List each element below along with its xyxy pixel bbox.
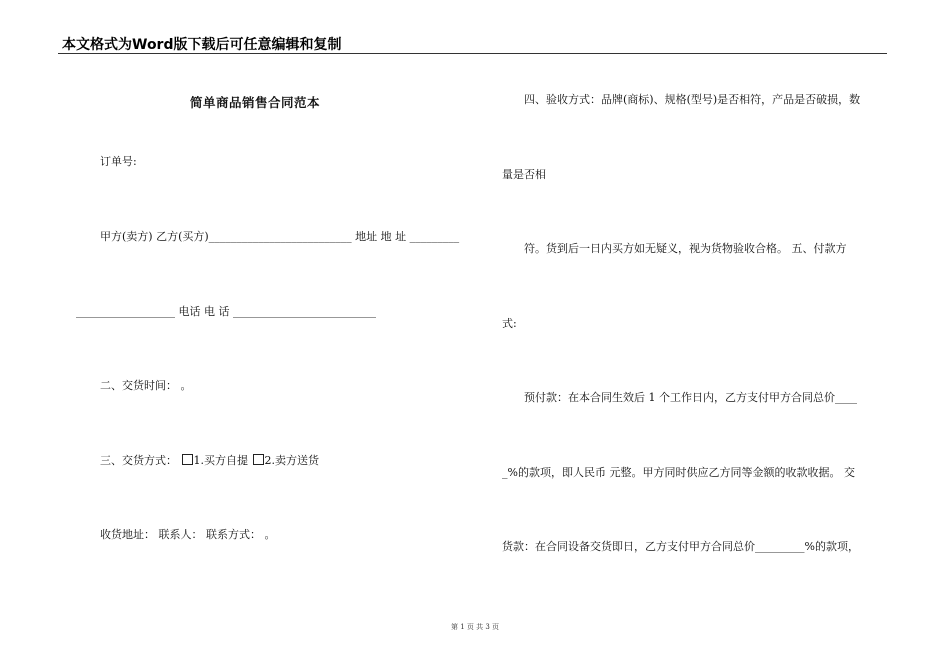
seller-delivery-checkbox[interactable] bbox=[253, 454, 264, 465]
contract-title: 简单商品销售合同范本 bbox=[190, 95, 321, 110]
buyer-pickup-checkbox[interactable] bbox=[182, 454, 193, 465]
receiving-address-line: 收货地址： 联系人： 联系方式： 。 bbox=[100, 528, 276, 541]
inspection-line-3: 符。货到后一日内买方如无疑义，视为货物验收合格。 五、付款方 bbox=[524, 242, 847, 255]
delivery-time-line: 二、交货时间： 。 bbox=[100, 379, 192, 392]
delivery-method-line bbox=[100, 454, 319, 468]
phone-line: __________________ 电话 电 话 __________________________ bbox=[76, 305, 376, 318]
delivery-payment-line: 货款：在合同设备交货即日，乙方支付甲方合同总价_________%的款项， bbox=[502, 540, 859, 553]
prepayment-line-2: _%的款项，即人民币 元整。甲方同时供应乙方同等金额的收款收据。 交 bbox=[502, 466, 855, 479]
header-divider bbox=[58, 53, 887, 54]
order-number-line: 订单号: bbox=[100, 155, 137, 168]
buyer-pickup-label: 1.买方自提 bbox=[193, 454, 248, 467]
prepayment-line-1: 预付款：在本合同生效后 1 个工作日内，乙方支付甲方合同总价____ bbox=[524, 391, 857, 404]
payment-method-line: 式: bbox=[502, 317, 517, 330]
inspection-line-2: 量是否相 bbox=[502, 168, 546, 181]
seller-delivery-label: 2.卖方送货 bbox=[264, 454, 319, 467]
delivery-method-label: 三、交货方式： bbox=[100, 454, 177, 467]
parties-line: 甲方(卖方) 乙方(买方)__________________________ 地址 地 址 _________ bbox=[100, 230, 460, 243]
page-number-footer: 第 1 页 共 3 页 bbox=[450, 623, 500, 631]
document-header-title: 本文格式为Word版下载后可任意编辑和复制 bbox=[62, 37, 342, 53]
inspection-line-1: 四、验收方式：品牌(商标)、规格(型号)是否相符，产品是否破损，数 bbox=[524, 93, 861, 106]
